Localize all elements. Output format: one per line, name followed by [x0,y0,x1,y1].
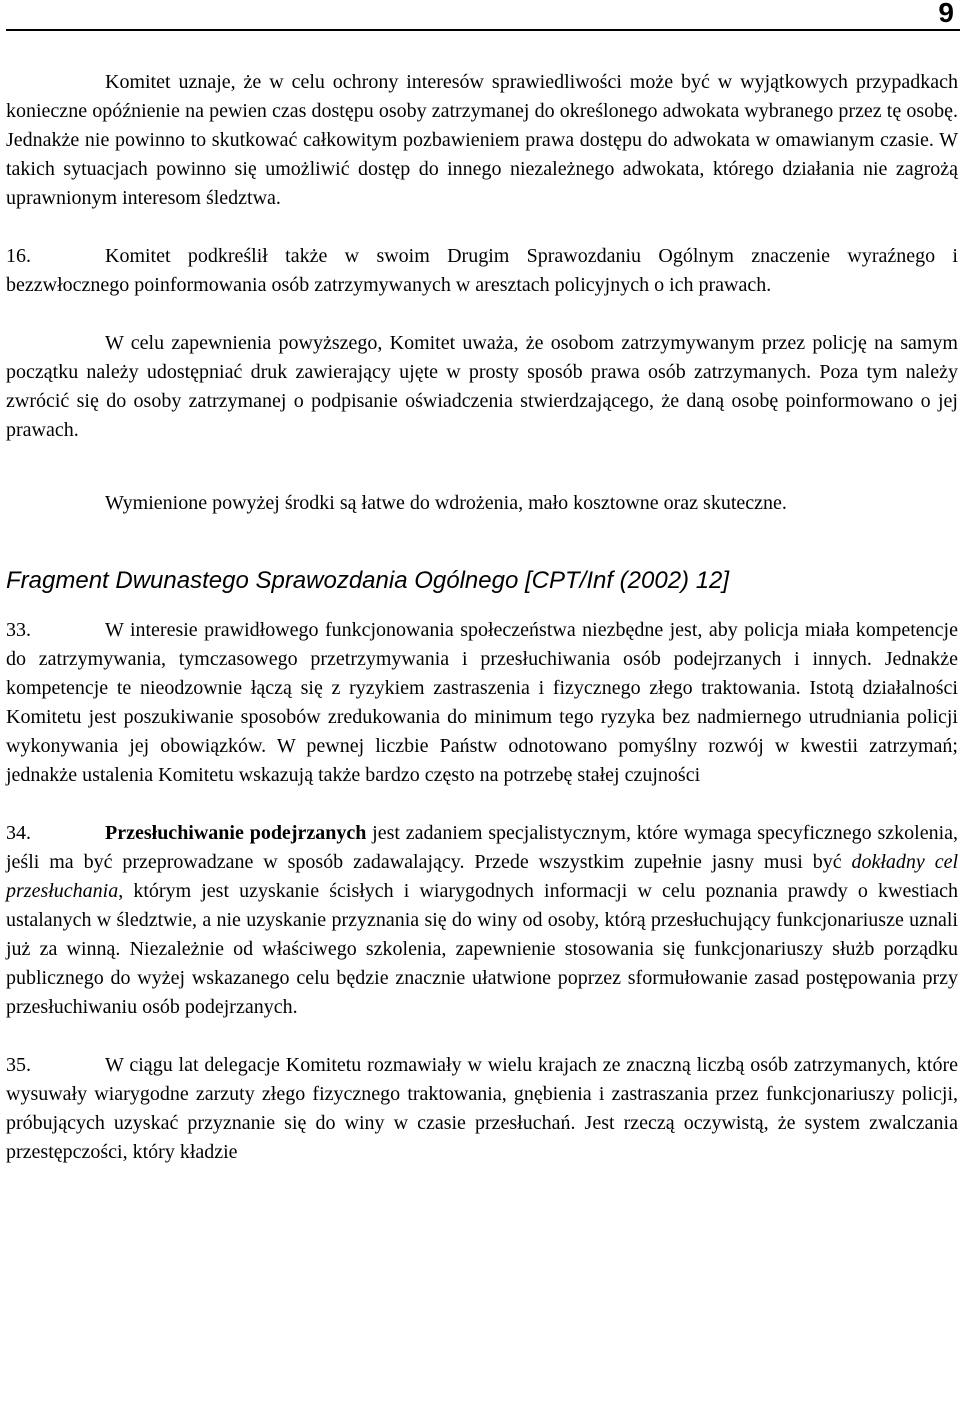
paragraph-35 [6,1051,958,1167]
paragraph-16-measures: Wymienione powyżej środki są łatwe do wdrożenia, mało kosztowne oraz skuteczne. [105,492,787,514]
paragraph-access-to-lawyer: Komitet uznaje, że w celu ochrony interesów sprawiedliwości może być w wyjątkowych przypadkach konieczne opóźnienie na pewien czas dostępu osoby zatrzymanej do określonego adwokata wybranego przez tę osobę. Jednakże nie powinno to skutkować całkowitym pozbawieniem prawa dostępu do adwokata w omawianym czasie. W takich sytuacjach powinno się umożliwić dostęp do innego niezależnego adwokata, którego działania nie zagrożą uprawnionym interesom śledztwa. [6,71,958,209]
section-heading: Fragment Dwunastego Sprawozdania Ogólnego [CPT/Inf (2002) 12] [6,567,730,594]
paragraph-text: , którym jest uzyskanie ścisłych i wiarygodnych informacji w celu poznania prawdy o kwestiach ustalanych w śledztwie, a nie uzyskanie przyznania się do winy od osoby, którą przesłuchujący funkcjonariusze uznali już za winną. Niezależnie od właściwego szkolenia, zapewnienie stosowania się funkcjonariuszy służb porządku publicznego do wyżej wskazanego celu będzie znacznie ułatwione poprzez sformułowanie zasad postępowania przy przesłuchiwaniu osób podejrzanych. [6,880,958,1018]
paragraph-number: 16. [6,245,31,267]
paragraph-number: 35. [6,1054,31,1076]
paragraph-16-rights-form: W celu zapewnienia powyższego, Komitet uważa, że osobom zatrzymywanym przez policję na samym początku należy udostępniać druk zawierający ujęte w prosty sposób prawa osób zatrzymanych. Poza tym należy zwrócić się do osoby zatrzymanej o podpisanie oświadczenia stwierdzającego, że daną osobę poinformowano o jej prawach. [6,332,958,441]
paragraph-16 [6,242,958,300]
header-rule [6,29,960,31]
paragraph-text: W interesie prawidłowego funkcjonowania społeczeństwa niezbędne jest, aby policja miała kompetencje do zatrzymywania, tymczasowego przetrzymywania i przesłuchiwania osób podejrzanych i innych. Jednakże kompetencje te nieodzownie łączą się z ryzykiem zastraszenia i fizycznego złego traktowania. Istotą działalności Komitetu jest poszukiwanie sposobów zredukowania do minimum tego ryzyka bez nadmiernego utrudniania policji wykonywania jej obowiązków. W pewnej liczbie Państw odnotowano pomyślny rozwój w kwestii zatrzymań; jednakże ustalenia Komitetu wskazują także bardzo często na potrzebę stałej czujności [6,619,958,786]
paragraph-number: 34. [6,822,31,844]
paragraph-33 [6,616,958,790]
paragraph-text: Komitet podkreślił także w swoim Drugim Sprawozdaniu Ogólnym znaczenie wyraźnego i bezzwłocznego poinformowania osób zatrzymywanych w aresztach policyjnych o ich prawach. [6,245,958,296]
italic-phrase: dokładny cel przesłuchania [6,851,959,902]
bold-lead: Przesłuchiwanie podejrzanych [105,822,367,844]
paragraph-number: 33. [6,619,31,641]
paragraph-text: jest zadaniem specjalistycznym, które wymaga specyficznego szkolenia, jeśli ma być przeprowadzane w sposób zadawalający. Przede wszystkim zupełnie jasny musi być [6,822,959,873]
paragraph-34 [6,819,958,1022]
page-number: 9 [938,0,954,28]
paragraph-text: W ciągu lat delegacje Komitetu rozmawiały w wielu krajach ze znaczną liczbą osób zatrzymanych, które wysuwały wiarygodne zarzuty złego fizycznego traktowania, gnębienia i zastraszania przez funkcjonariuszy policji, próbujących uzyskać przyznanie się do winy w czasie przesłuchań. Jest rzeczą oczywistą, że system zwalczania przestępczości, który kładzie [6,1054,958,1163]
document-body [6,68,958,1167]
